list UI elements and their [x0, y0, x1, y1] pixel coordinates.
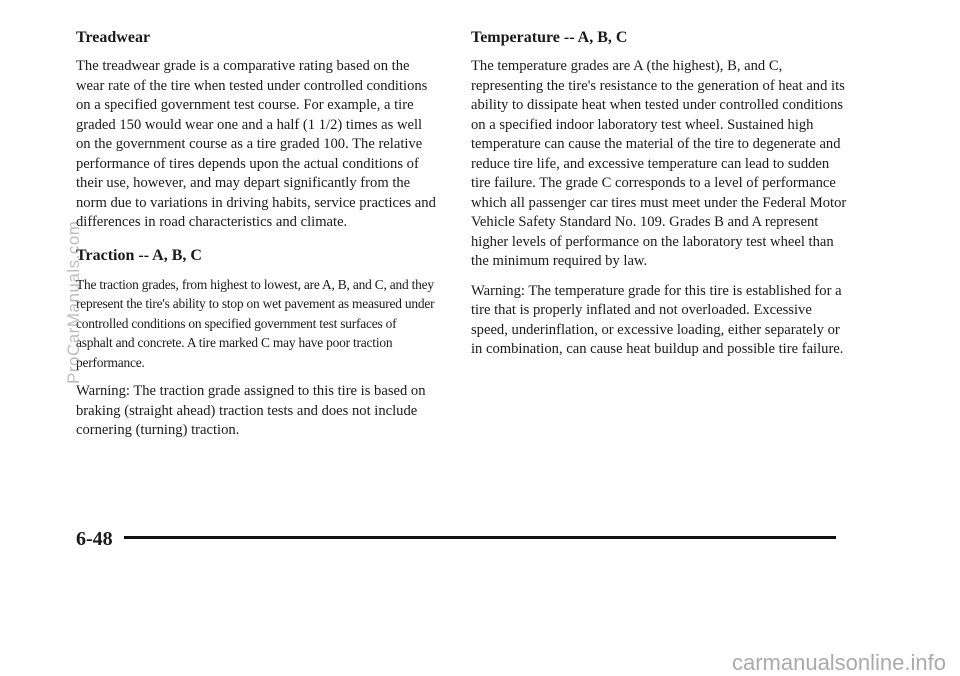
bottom-watermark[interactable]: carmanualsonline.info: [731, 650, 946, 675]
temperature-paragraph: The temperature grades are A (the highest), B, and C, representing the tire's resistance to the generation of heat and its ability to dissipate heat when tested under controlled conditions on a specified indoor laboratory test wheel. Sustained high temperature can cause the material of the tire to degenerate and reduce tire life, and excessive temperature can lead to sudden tire failure. The grade C corresponds to a level of performance which all passenger car tires must meet under the Federal Motor Vehicle Safety Standard No. 109. Grades B and A represent higher levels of performance on the laboratory test wheel than the minimum required by law.: [471, 58, 847, 269]
treadwear-paragraph: The treadwear grade is a comparative rating based on the wear rate of the tire when tested under controlled conditions on a specified government test course. For example, a tire graded 150 would wear one and a half (1 1/2) times as well on the government course as a tire graded 100. The relative performance of tires depends upon the actual conditions of their use, however, and may depart significantly from the norm due to variations in driving habits, service practices and differences in road characteristics and climate.: [76, 58, 436, 230]
traction-heading: Traction -- A, B, C: [76, 246, 202, 264]
right-column: [471, 28, 851, 370]
treadwear-heading: Treadwear: [76, 29, 151, 46]
temperature-warning: Warning: The temperature grade for this tire is established for a tire that is properly inflated and not overloaded. Excessive speed, underinflation, or excessive loading, either separately or in combination, can cause heat buildup and possible tire failure.: [471, 282, 844, 357]
temperature-heading: Temperature -- A, B, C: [471, 29, 628, 46]
left-column: [76, 28, 436, 451]
traction-warning: Warning: The traction grade assigned to this tire is based on braking (straight ahead) traction tests and does not include cornering (turning) traction.: [76, 383, 426, 438]
side-watermark: ProCarManuals.com: [64, 220, 83, 384]
footer-rule: [124, 536, 836, 539]
traction-paragraph: The traction grades, from highest to lowest, are A, B, and C, and they represent the tire's ability to stop on wet pavement as measured under controlled conditions on specified government test surfaces of asphalt and concrete. A tire marked C may have poor traction performance.: [76, 276, 435, 370]
page-number: 6-48: [76, 528, 113, 550]
